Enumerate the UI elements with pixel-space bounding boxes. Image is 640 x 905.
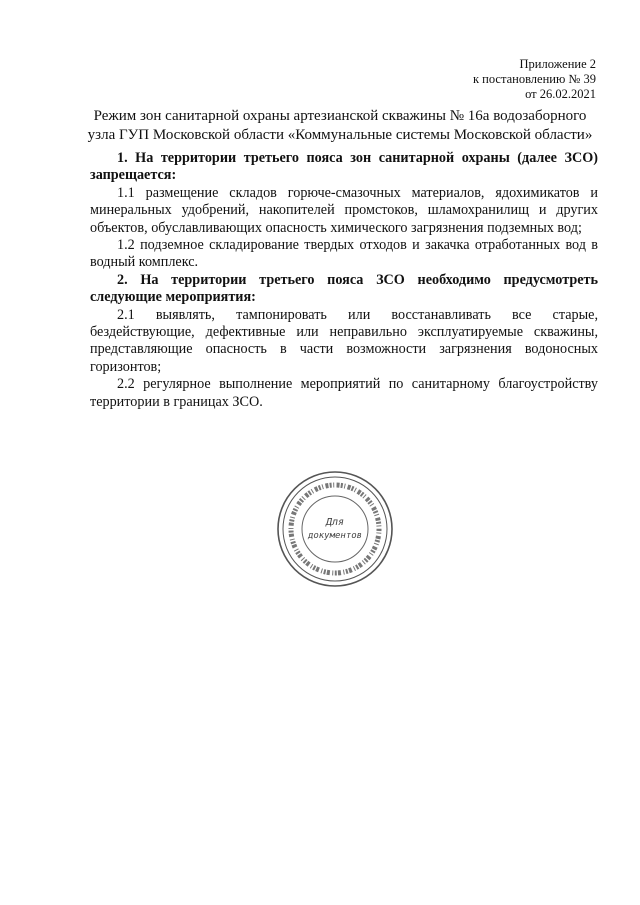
section-1-item-2: 1.2 подземное складирование твердых отходов и закачка отработанных вод в водный комплекс. [90, 237, 598, 271]
document-body [90, 150, 598, 411]
stamp-text-line-1: Для [325, 517, 345, 528]
appendix-line-1: Приложение 2 [519, 57, 596, 71]
title-line-1: Режим зон санитарной охраны артезианской скважины № 16а водозаборного [93, 108, 587, 124]
title-line-2: узла ГУП Московской области «Коммунальные системы Московской области» [87, 127, 593, 143]
stamp-text-line-2: документов [307, 531, 363, 541]
document-title [80, 107, 600, 145]
section-2-item-2: 2.2 регулярное выполнение мероприятий по санитарному благоустройству территории в границах ЗСО. [90, 376, 598, 410]
section-1-heading: 1. На территории третьего пояса зон санитарной охраны (далее ЗСО) запрещается: [90, 150, 598, 184]
section-1-item-1: 1.1 размещение складов горюче-смазочных материалов, ядохимикатов и минеральных удобрений, накопителей промстоков, шламохранилищ и других объектов, обуславливающих опасность химического загрязнения подземных вод; [90, 184, 598, 236]
section-2-item-1: 2.1 выявлять, тампонировать или восстанавливать все старые, бездействующие, дефективные или неправильно эксплуатируемые скважины, представляющие опасность в части возможности загрязнения водоносных горизонтов; [90, 306, 598, 375]
section-2-heading: 2. На территории третьего пояса ЗСО необходимо предусмотреть следующие мероприятия: [90, 271, 598, 306]
appendix-line-2: к постановлению № 39 [472, 72, 596, 86]
appendix-header [473, 57, 596, 102]
round-stamp [274, 469, 396, 589]
appendix-line-3: от 26.02.2021 [525, 87, 596, 101]
